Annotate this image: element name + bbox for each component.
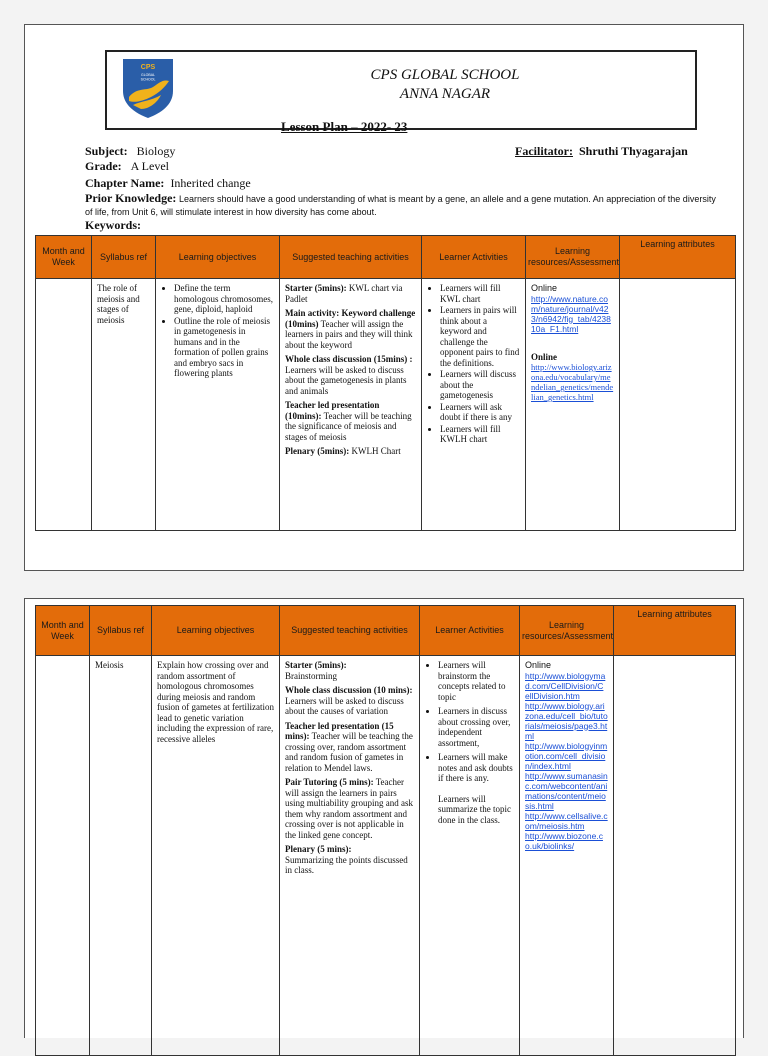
cell-learner-activities [420, 656, 520, 1056]
activity-presentation: Teacher led presentation (15 mins): Teacher will be teaching the crossing over, random assortment and random fusion of gametes in relation to Mendel laws. [285, 720, 413, 773]
resource-link[interactable]: http://www.biologyinmotion.com/cell_division/index.html [525, 740, 608, 771]
keywords-line [85, 218, 141, 233]
activity-main: Main activity: Keyword challenge (10mins) Teacher will assign the learners in pairs and they will think about the keyword [285, 308, 416, 350]
resource-label: Online [531, 283, 558, 293]
cell-learning-objectives: Explain how crossing over and random assortment of homologous chromosomes during meiosis and random fusion of gametes at fertilization lead to genetic variation including the expression of rare, recessive alleles [152, 656, 280, 1056]
svg-text:CPS: CPS [140, 64, 156, 71]
header-syllabus-ref: Syllabus ref [92, 236, 156, 279]
cell-learning-attributes [620, 279, 736, 531]
header-learning-resources: Learning resources/Assessment [520, 606, 614, 656]
list-item: • Learners will make notes and ask doubts if there is any. [438, 752, 514, 784]
resource-link[interactable]: http://www.nature.com/nature/journal/v423/n6942/fig_tab/423810a_F1.html [531, 293, 611, 334]
lesson-plan-page-1 [24, 24, 744, 571]
resource-link[interactable]: http://www.biologymad.com/CellDivision/CellDivision.htm [525, 670, 606, 701]
activity-presentation: Teacher led presentation (10mins): Teacher will be teaching the significance of meiosis and stages of meiosis [285, 400, 412, 442]
activity-plenary: Plenary (5 mins): Summarizing the points discussed in class. [285, 844, 408, 875]
cell-teaching-activities [280, 279, 422, 531]
cell-syllabus-ref: The role of meiosis and stages of meiosis [92, 279, 156, 531]
list-item: • Learners in pairs will think about a keyword and challenge the opponent pairs to find the definitions. [440, 305, 520, 368]
header-learning-objectives: Learning objectives [152, 606, 280, 656]
header-learner-activities: Learner Activities [420, 606, 520, 656]
header-syllabus-ref: Syllabus ref [90, 606, 152, 656]
lesson-table-1 [35, 235, 736, 531]
prior-knowledge [85, 192, 725, 219]
grade-label: Grade: [85, 159, 122, 173]
list-item: • Define the term homologous chromosomes, gene, diploid, haploid [174, 283, 274, 315]
keywords-label: Keywords: [85, 218, 141, 232]
subject-label: Subject: [85, 144, 128, 158]
objectives-list [161, 283, 274, 379]
header-month-week: Month and Week [36, 236, 92, 279]
grade-line [85, 159, 169, 174]
resource-link[interactable]: http://www.cellsalive.com/meiosis.htm [525, 810, 608, 831]
cell-learning-attributes [614, 656, 736, 1056]
table-header-row [36, 606, 736, 656]
resource-label: Online [531, 351, 558, 362]
header-learning-objectives: Learning objectives [156, 236, 280, 279]
activity-starter: Starter (5mins): Brainstorming [285, 660, 347, 681]
svg-text:GLOBAL: GLOBAL [140, 73, 156, 77]
lesson-table-2 [35, 605, 736, 1056]
table-row [36, 656, 736, 1056]
list-item: • Outline the role of meiosis in gametogenesis in humans and in the formation of pollen grains and embryo sacs in flowering plants [174, 316, 274, 379]
school-name-line2: ANNA NAGAR [399, 86, 491, 102]
activity-plenary: Plenary (5mins): KWLH Chart [285, 446, 401, 456]
school-name [245, 66, 645, 104]
prior-knowledge-text: Learners should have a good understanding of what is meant by a gene, an allele and a gene mutation. An appreciation of the diversity of life, from Unit 6, will stimulate interest in how diversity has come about. [85, 194, 716, 217]
learner-summary: Learners will summarize the topic done in the class. [438, 793, 511, 825]
lesson-plan-page-2 [24, 598, 744, 1038]
activity-discussion: Whole class discussion (15mins) : Learners will be asked to discuss about the gametogenesis in plants and animals [285, 354, 413, 396]
lesson-plan-title: Lesson Plan – 2022- 23 [281, 119, 408, 134]
table-row [36, 279, 736, 531]
facilitator-label: Facilitator: [515, 144, 573, 158]
header-teaching-activities: Suggested teaching activities [280, 606, 420, 656]
resource-link[interactable]: http://www.biology.arizona.edu/cell_bio/tutorials/meiosis/page3.html [525, 700, 608, 741]
cell-month-week [36, 279, 92, 531]
resource-link[interactable]: http://www.biozone.co.uk/biolinks/ [525, 830, 603, 851]
learner-activities-list [427, 283, 520, 445]
activity-discussion: Whole class discussion (10 mins): Learners will be asked to discuss about the causes of variation [285, 685, 413, 716]
activity-pair-tutoring: Pair Tutoring (5 mins): Teacher will assign the learners in pairs using multiability grouping and ask them why random assortment and crossing over is not applicable in the linked gene concept. [285, 777, 413, 840]
learner-activities-list [425, 660, 514, 784]
prior-knowledge-label: Prior Knowledge: [85, 191, 177, 205]
list-item: • Learners will ask doubt if there is any [440, 402, 520, 423]
chapter-line [85, 176, 251, 191]
resource-link[interactable]: http://www.biology.arizona.edu/vocabulary/mendelian_genetics/mendelian_genetics.html [531, 362, 614, 402]
cell-month-week [36, 656, 90, 1056]
header-month-week: Month and Week [36, 606, 90, 656]
list-item: • Learners will fill KWL chart [440, 283, 520, 304]
cell-learning-resources [520, 656, 614, 1056]
school-name-line1: CPS GLOBAL SCHOOL [370, 67, 520, 83]
school-logo [121, 57, 175, 119]
header-learning-resources: Learning resources/Assessment [526, 236, 620, 279]
grade-value: A Level [130, 159, 169, 173]
cell-learning-objectives [156, 279, 280, 531]
cell-learning-resources [526, 279, 620, 531]
header-learning-attributes: Learning attributes [614, 606, 736, 656]
header-learning-attributes: Learning attributes [620, 236, 736, 279]
subject-value: Biology [136, 144, 176, 158]
list-item: • Learners will fill KWLH chart [440, 424, 520, 445]
facilitator-value: Shruthi Thyagarajan [578, 144, 688, 158]
resource-link[interactable]: http://www.sumanasinc.com/webcontent/animations/content/meiosis.html [525, 770, 608, 811]
resource-label: Online [525, 660, 552, 670]
svg-text:SCHOOL: SCHOOL [140, 77, 156, 82]
cell-teaching-activities [280, 656, 420, 1056]
header-teaching-activities: Suggested teaching activities [280, 236, 422, 279]
cell-learner-activities [422, 279, 526, 531]
chapter-label: Chapter Name: [85, 176, 165, 190]
facilitator-line [515, 144, 688, 159]
list-item: • Learners in discuss about crossing over, independent assortment, [438, 706, 514, 748]
list-item: • Learners will discuss about the gametogenesis [440, 369, 520, 401]
table-header-row [36, 236, 736, 279]
list-item: • Learners will brainstorm the concepts related to topic [438, 660, 514, 702]
activity-starter: Starter (5mins): KWL chart via Padlet [285, 283, 403, 304]
chapter-value: Inherited change [170, 176, 251, 190]
subject-line [85, 144, 175, 159]
header-learner-activities: Learner Activities [422, 236, 526, 279]
cell-syllabus-ref: Meiosis [90, 656, 152, 1056]
